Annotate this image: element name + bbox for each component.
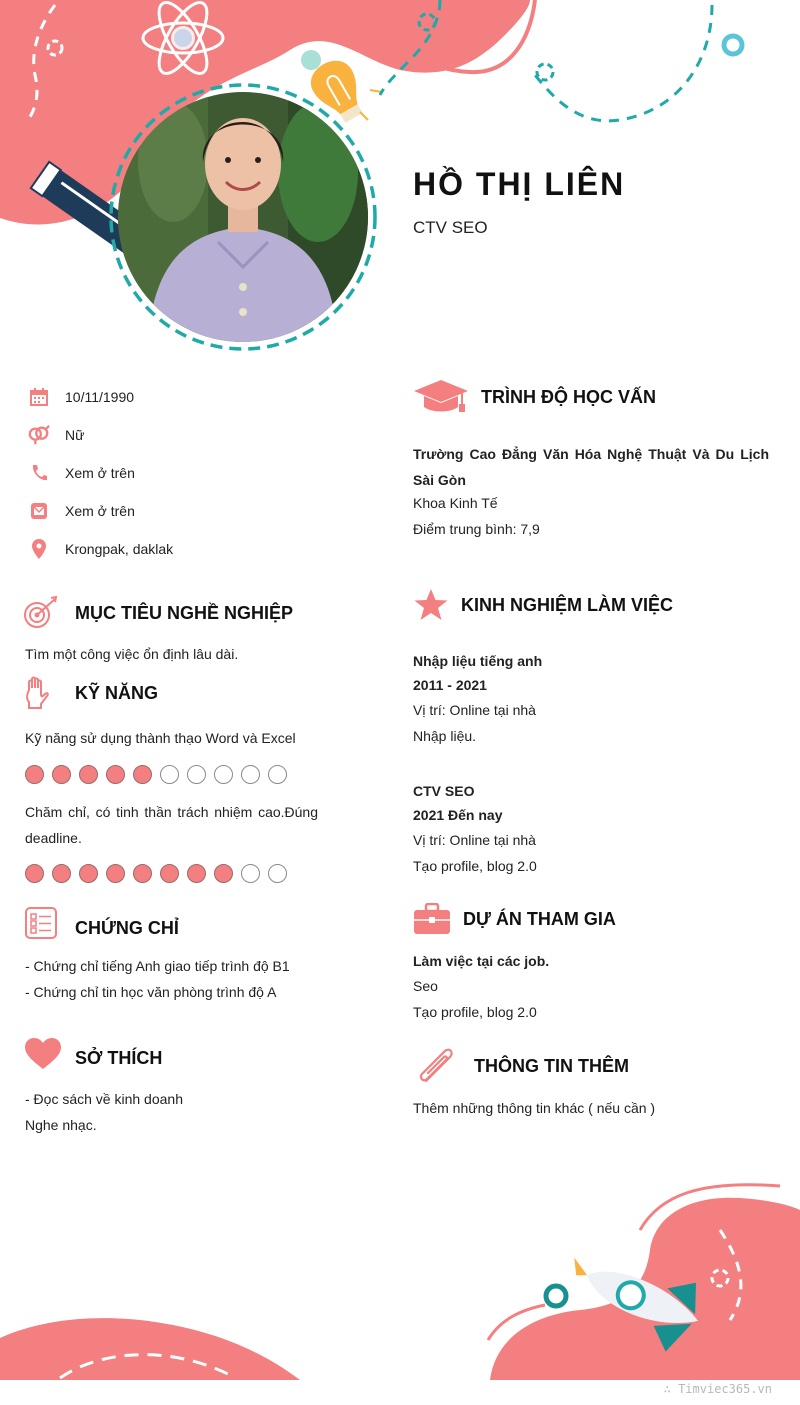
skill-name-2: Chăm chỉ, có tinh thần trách nhiệm cao.Đúng deadline.	[25, 804, 318, 846]
star-icon	[414, 589, 448, 621]
info-row-gender	[28, 423, 84, 447]
rating-dot-empty	[268, 864, 287, 883]
hobbies-section-header	[25, 1038, 162, 1070]
objective-section-header	[23, 596, 293, 630]
rating-dot-empty	[268, 765, 287, 784]
objective-text: Tìm một công việc ổn định lâu dài.	[25, 646, 239, 662]
experience-title: KINH NGHIỆM LÀM VIỆC	[461, 594, 674, 615]
extra-info-text: Thêm những thông tin khác ( nếu cần )	[413, 1100, 656, 1116]
rating-dot-filled	[79, 864, 98, 883]
paperclip-icon	[416, 1045, 458, 1087]
watermark: ∴ Timviec365.vn	[663, 1382, 772, 1396]
rating-dot-filled	[106, 765, 125, 784]
birthday-text: 10/11/1990	[65, 389, 135, 405]
candidate-job-title: CTV SEO	[413, 218, 488, 237]
education-faculty: Khoa Kinh Tế	[413, 495, 498, 511]
calendar-icon	[28, 386, 50, 408]
rating-dot-filled	[52, 864, 71, 883]
email-text: Xem ở trên	[65, 503, 135, 519]
rating-dot-empty	[241, 765, 260, 784]
extra-info-section-header	[416, 1045, 629, 1087]
skill-rating-1	[25, 765, 295, 784]
job-1-name: Nhập liệu tiếng anh	[413, 653, 543, 669]
objective-title: MỤC TIÊU NGHỀ NGHIỆP	[75, 602, 294, 623]
profile-photo-image	[118, 92, 368, 342]
checklist-icon	[25, 907, 57, 939]
projects-section-header	[414, 903, 616, 935]
job-1-description: Nhập liệu.	[413, 728, 477, 744]
heart-icon	[25, 1038, 61, 1070]
job-1-period: 2011 - 2021	[413, 677, 487, 693]
rating-dot-filled	[187, 864, 206, 883]
graduation-cap-icon	[414, 380, 468, 414]
certificate-item-1: - Chứng chỉ tiếng Anh giao tiếp trình độ B1	[25, 958, 290, 974]
job-2-position: Vị trí: Online tại nhà	[413, 832, 536, 848]
location-icon	[28, 538, 50, 560]
rating-dot-empty	[214, 765, 233, 784]
certificates-section-header	[25, 907, 179, 939]
skill-rating-2	[25, 864, 295, 883]
certificate-item-2: - Chứng chỉ tin học văn phòng trình độ A	[25, 984, 277, 1000]
rating-dot-filled	[79, 765, 98, 784]
rating-dot-filled	[52, 765, 71, 784]
hand-icon	[23, 676, 51, 710]
rating-dot-empty	[187, 765, 206, 784]
education-school: Trường Cao Đẳng Văn Hóa Nghệ Thuật Và Du Lịch Sài Gòn	[413, 446, 769, 488]
skills-title: KỸ NĂNG	[75, 682, 159, 703]
candidate-name: HỒ THỊ LIÊN	[413, 166, 626, 202]
hobbies-title: SỞ THÍCH	[75, 1047, 163, 1068]
rating-dot-filled	[25, 864, 44, 883]
hobby-item-2: Nghe nhạc.	[25, 1117, 97, 1133]
education-gpa: Điểm trung bình: 7,9	[413, 521, 540, 537]
job-2-period: 2021 Đến nay	[413, 807, 503, 823]
project-name: Làm việc tại các job.	[413, 953, 550, 969]
job-2-description: Tạo profile, blog 2.0	[413, 858, 537, 874]
projects-title: DỰ ÁN THAM GIA	[463, 908, 616, 929]
experience-section-header	[414, 589, 673, 621]
watermark-text: Timviec365.vn	[678, 1382, 772, 1396]
job-1-position: Vị trí: Online tại nhà	[413, 702, 536, 718]
job-2-name: CTV SEO	[413, 783, 475, 799]
hobby-item-1: - Đọc sách về kinh doanh	[25, 1091, 183, 1107]
rating-dot-filled	[133, 765, 152, 784]
phone-icon	[28, 462, 50, 484]
info-row-address	[28, 537, 173, 561]
gender-icon	[28, 424, 50, 446]
info-row-phone	[28, 461, 135, 485]
email-icon	[28, 500, 50, 522]
education-section-header	[414, 380, 656, 414]
info-row-birthday	[28, 385, 134, 409]
certificates-title: CHỨNG CHỈ	[75, 917, 179, 938]
address-text: Krongpak, daklak	[65, 541, 174, 557]
rating-dot-filled	[106, 864, 125, 883]
rating-dot-empty	[160, 765, 179, 784]
education-title: TRÌNH ĐỘ HỌC VẤN	[481, 386, 656, 407]
rating-dot-filled	[214, 864, 233, 883]
briefcase-icon	[414, 903, 450, 935]
profile-photo	[118, 92, 368, 342]
extra-info-title: THÔNG TIN THÊM	[474, 1055, 629, 1076]
rating-dot-filled	[25, 765, 44, 784]
phone-text: Xem ở trên	[65, 465, 135, 481]
gender-text: Nữ	[65, 427, 85, 443]
target-icon	[23, 596, 59, 630]
rating-dot-filled	[160, 864, 179, 883]
skill-name-1: Kỹ năng sử dụng thành thạo Word và Excel	[25, 730, 296, 746]
profile-photo-frame	[108, 82, 378, 352]
info-row-email	[28, 499, 135, 523]
rating-dot-empty	[241, 864, 260, 883]
rating-dot-filled	[133, 864, 152, 883]
skills-section-header	[23, 676, 158, 710]
project-role: Seo	[413, 978, 438, 994]
project-description: Tạo profile, blog 2.0	[413, 1004, 537, 1020]
